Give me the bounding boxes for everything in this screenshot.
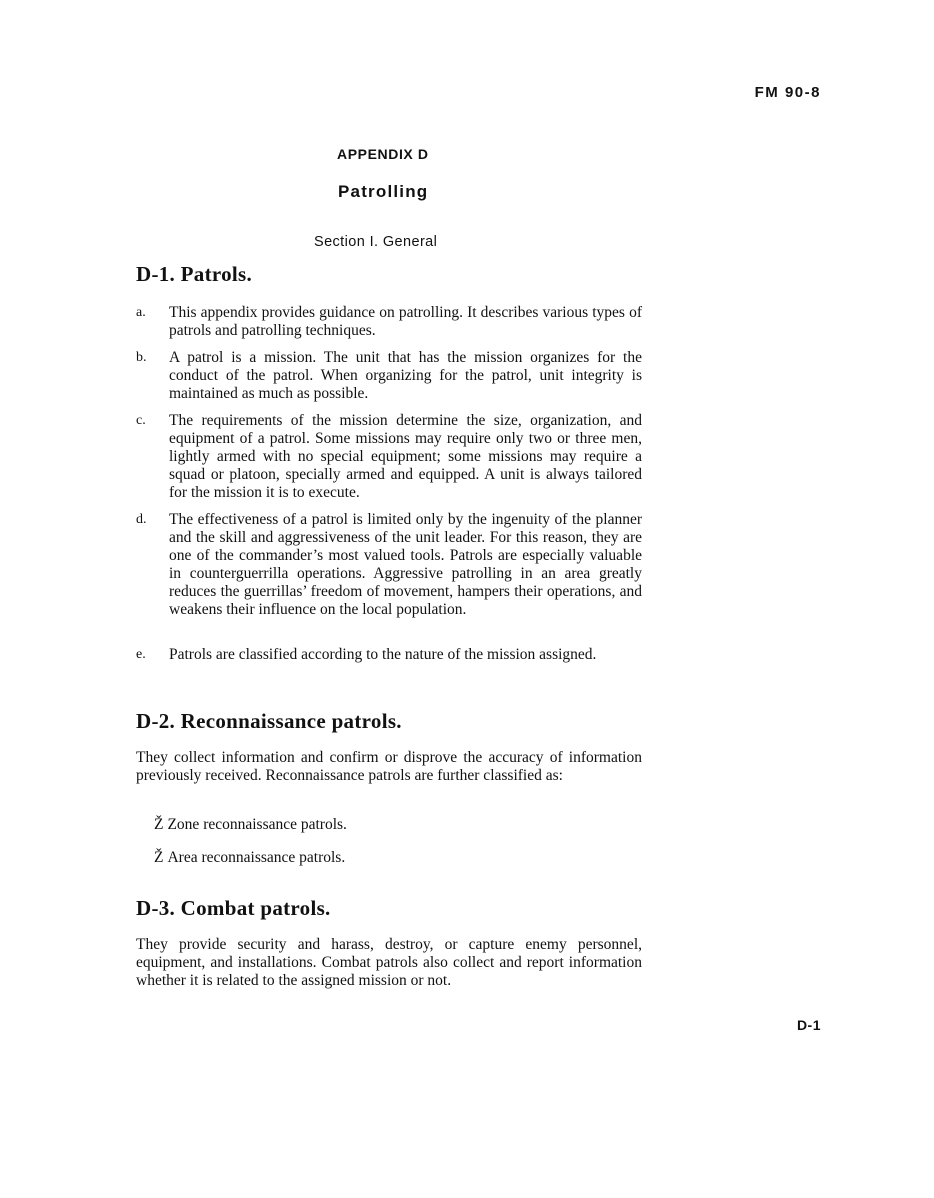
list-item (136, 349, 642, 403)
section-heading-d2: D-2. Reconnaissance patrols. (136, 709, 402, 733)
section-heading-d3: D-3. Combat patrols. (136, 896, 331, 920)
list-item-label: c. (136, 413, 146, 428)
list-item (136, 511, 642, 619)
bullet-text: Area reconnaissance patrols. (167, 849, 346, 866)
list-item-text: A patrol is a mission. The unit that has the mission organizes for the conduct of the patrol. When organizing for the patrol, unit integrity is maintained as much as possible. (169, 349, 642, 402)
section-paragraph: They collect information and confirm or disprove the accuracy of information previously received. Reconnaissance patrols are further classified as: (136, 749, 642, 784)
list-item-text: Patrols are classified according to the nature of the mission assigned. (169, 646, 597, 663)
list-item-label: b. (136, 350, 147, 365)
section-heading-d1: D-1. Patrols. (136, 262, 253, 286)
section-label: Section I. General (314, 234, 438, 250)
appendix-title: Patrolling (338, 182, 429, 201)
bullet-item (154, 849, 345, 867)
list-item-text: This appendix provides guidance on patrolling. It describes various types of patrols and patrolling techniques. (169, 304, 642, 339)
list-item-label: a. (136, 305, 146, 320)
bullet-text: Zone reconnaissance patrols. (167, 816, 347, 833)
document-code: FM 90-8 (754, 84, 821, 101)
appendix-label: APPENDIX D (337, 146, 429, 162)
bullet-icon: Ž (154, 816, 164, 833)
list-item (136, 304, 642, 340)
page-number: D-1 (796, 1017, 821, 1033)
list-item-text: The requirements of the mission determine the size, organization, and equipment of a patrol. Some missions may require only two or three men, lightly armed with no special equipment; some missions may require a squad or platoon, specially armed and equipped. A unit is always tailored for the mission it is to execute. (169, 412, 642, 501)
list-item-text: The effectiveness of a patrol is limited only by the ingenuity of the planner and the skill and aggressiveness of the unit leader. For this reason, they are one of the commander’s most valued tools. Patrols are especially valuable in counterguerrilla operations. Aggressive patrolling in an area greatly reduces the guerrillas’ freedom of movement, hampers their operations, and weakens their influence on the local population. (169, 511, 642, 618)
list-item-label: d. (136, 512, 147, 527)
bullet-icon: Ž (154, 849, 164, 866)
bullet-item (154, 816, 347, 834)
list-item-label: e. (136, 647, 146, 662)
section-paragraph: They provide security and harass, destroy, or capture enemy personnel, equipment, and installations. Combat patrols also collect and report information whether it is related to the assigned mission or not. (136, 936, 642, 989)
list-item (136, 646, 642, 664)
list-item (136, 412, 642, 502)
